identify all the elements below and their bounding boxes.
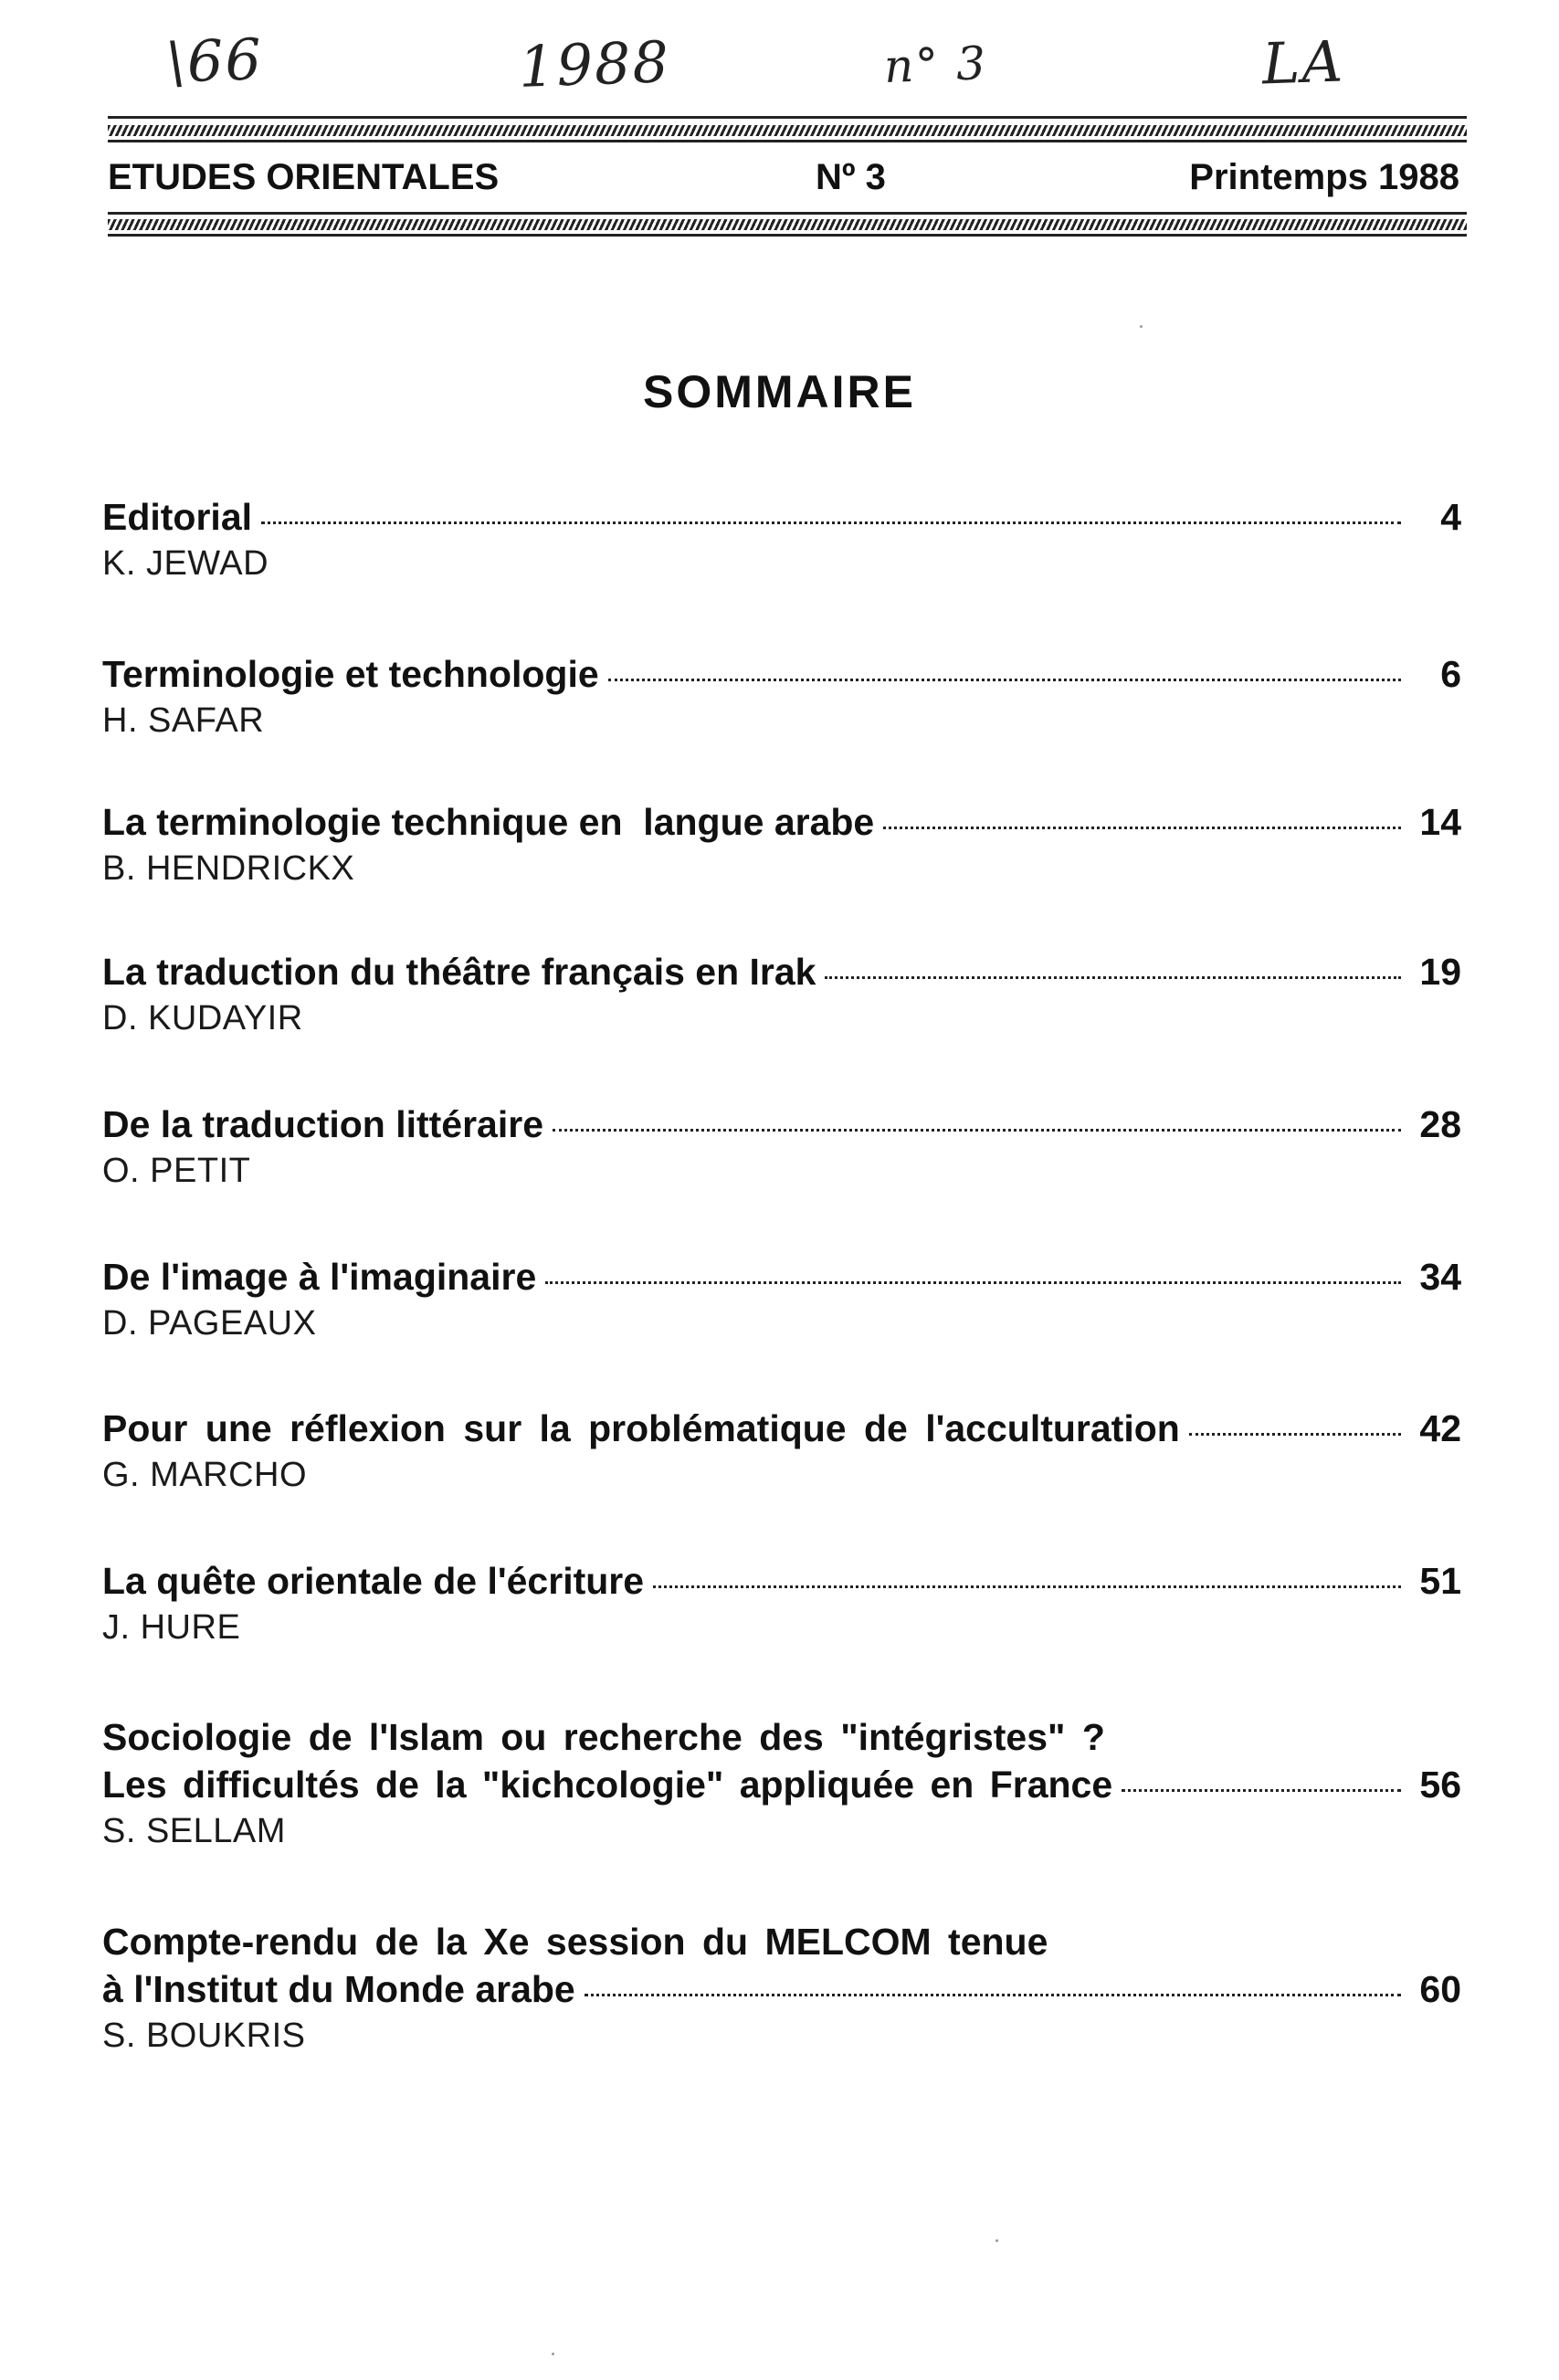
entry-title: La quête orientale de l'écriture [102,1560,645,1602]
issue-number: Nº 3 [816,157,886,197]
entry-author: B. HENDRICKX [102,849,355,888]
scan-speck [1140,325,1143,328]
entry-page: 19 [1419,951,1461,993]
toc-entry [102,650,1461,743]
dot-leader [545,1278,1401,1284]
handwritten-note: \66 [164,26,265,96]
toc-entry [102,798,1461,891]
entry-author: J. HURE [102,1608,241,1647]
entry-page: 51 [1419,1560,1461,1602]
dot-leader [825,973,1401,979]
entry-title: De la traduction littéraire [102,1103,544,1145]
dot-leader [1189,1429,1401,1436]
dot-leader [653,1582,1401,1588]
handwritten-note: LA [1260,27,1346,98]
entry-author: D. PAGEAUX [102,1304,317,1343]
handwritten-note: n° 3 [883,37,988,93]
entry-title: La terminologie technique en langue arabe [102,801,875,843]
entry-page: 28 [1419,1103,1461,1145]
dot-leader [553,1125,1401,1132]
dot-leader [608,675,1401,681]
toc-entry [102,1100,1461,1194]
entry-author: K. JEWAD [102,544,269,583]
toc-entry [102,1918,1461,2059]
toc-entry [102,948,1461,1041]
toc-entry [102,1253,1461,1346]
dot-leader [883,823,1401,829]
toc-entry [102,1405,1461,1498]
entry-author: O. PETIT [102,1152,251,1190]
entry-page: 6 [1440,653,1461,695]
entry-title: Terminologie et technologie [102,653,599,695]
entry-page: 34 [1419,1256,1461,1298]
scan-speck [552,2353,554,2355]
entry-title: Pour une réflexion sur la problématique de l'acculturation [102,1407,1180,1449]
entry-title: à l'Institut du Monde arabe [102,1968,575,2010]
handwritten-note: 1988 [517,28,672,100]
entry-author: G. MARCHO [102,1456,308,1494]
entry-title: Editorial [102,496,253,538]
page-title: SOMMAIRE [643,366,916,417]
dot-leader [261,518,1401,524]
dot-leader [585,1990,1401,1996]
journal-title: ETUDES ORIENTALES [108,157,500,197]
entry-page: 4 [1440,496,1461,538]
scan-speck [995,2239,998,2242]
entry-author: S. SELLAM [102,1812,286,1850]
dot-leader [1122,1785,1401,1792]
entry-author: S. BOUKRIS [102,2017,306,2055]
entry-page: 14 [1419,801,1461,843]
entry-title-line1: Sociologie de l'Islam ou recherche des "intégristes" ? [102,1716,1105,1758]
toc-entry [102,1713,1461,1854]
issue-season: Printemps 1988 [1189,157,1459,197]
entry-title-line1: Compte-rendu de la Xe session du MELCOM tenue [102,1921,1048,1963]
entry-title: La traduction du théâtre français en Irak [102,951,816,993]
entry-page: 56 [1419,1764,1461,1806]
entry-title: De l'image à l'imaginaire [102,1256,537,1298]
toc-entry [102,1557,1461,1650]
entry-author: D. KUDAYIR [102,999,303,1037]
entry-title: Les difficultés de la "kichcologie" appliquée en France [102,1764,1113,1806]
entry-author: H. SAFAR [102,701,265,740]
entry-page: 60 [1419,1968,1461,2010]
toc-entry [102,493,1461,586]
entry-page: 42 [1419,1407,1461,1449]
